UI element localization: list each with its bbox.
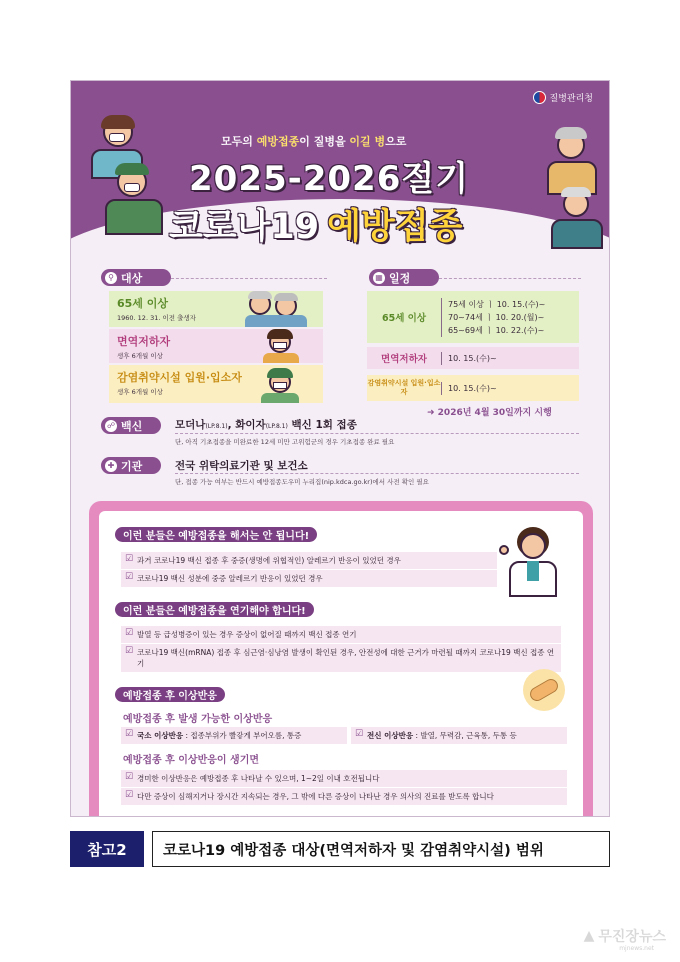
delay-item: ☑ 코로나19 백신(mRNA) 접종 후 심근염·심낭염 발생이 확인된 경우, 안전성에 대한 근거가 마련될 때까지 코로나19 백신 접종 연기 — [121, 644, 561, 672]
vaccine-note: 단, 아직 기초접종을 미완료한 12세 미만 고위험군의 경우 기초접종 완료 필요 — [175, 438, 395, 446]
if-reaction-item: ☑ 다만 증상이 심해지거나 장시간 지속되는 경우, 그 밖에 다른 증상이 나타난 경우 의사의 진료를 받도록 합니다 — [121, 788, 567, 805]
schedule-facility: 감염취약시설 입원·입소자 10. 15.(수)~ — [367, 375, 579, 401]
if-reaction-item: ☑ 경미한 이상반응은 예방접종 후 나타날 수 있으며, 1~2일 이내 호전됩니다 — [121, 770, 567, 787]
title-vaccination: 예방접종 — [327, 207, 463, 247]
vaccine-tag: ☍ 백신 — [101, 417, 161, 434]
no-vaccine-item: ☑ 코로나19 백신 성분에 중증 알레르기 반응이 있었던 경우 — [121, 570, 497, 587]
doctor-illustration — [501, 527, 563, 597]
watermark: ▲ 무진장뉴스 — [583, 928, 666, 945]
taegeuk-icon — [533, 91, 546, 104]
watermark-url: mjnews.net — [619, 945, 654, 952]
shield-icon: ☍ — [106, 421, 116, 430]
poster-title — [169, 199, 462, 249]
delay-item: ☑ 발열 등 급성병증이 있는 경우 증상이 없어질 때까지 백신 접종 연기 — [121, 626, 561, 643]
target-tag: ⚲ 대상 — [101, 269, 171, 286]
no-vaccine-item: ☑ 과거 코로나19 백신 접종 후 중증(생명에 위협적인) 알레르기 반응이 있었던 경우 — [121, 552, 497, 569]
illustration-left — [87, 115, 177, 235]
institution-text: 전국 위탁의료기관 및 보건소 — [175, 460, 308, 472]
bandage-icon — [523, 669, 565, 711]
target-facility: 감염취약시설 입원·입소자 생후 6개월 이상 — [109, 365, 323, 403]
institution-note: 단, 접종 가능 여부는 반드시 예방접종도우미 누리집(nip.kdca.go.kr)에서 사전 확인 필요 — [175, 478, 429, 486]
institution-tag: ✚ 기관 — [101, 457, 161, 474]
possible-reactions-heading: 예방접종 후 발생 가능한 이상반응 — [123, 714, 273, 725]
vaccine-text: 모더나(LP.8.1), 화이자(LP.8.1) 백신 1회 접종 — [175, 419, 357, 431]
reference-title: 코로나19 예방접종 대상(면역저하자 및 감염취약시설) 범위 — [152, 831, 610, 867]
target-immunocompromised: 면역저하자 생후 6개월 이상 — [109, 329, 323, 363]
slogan: 모두의 예방접종이 질병을 이길 병으로 — [221, 135, 407, 148]
pilot-period: ➜ 2026년 4월 30일까지 시행 — [427, 408, 552, 418]
schedule-tag: ▦ 일정 — [369, 269, 439, 286]
agency-name: 질병관리청 — [549, 94, 593, 104]
mountain-icon: ▲ — [583, 928, 595, 944]
elderly-couple-illustration — [245, 291, 307, 327]
target-elderly: 65세 이상 1960. 12. 31. 이전 출생자 — [109, 291, 323, 327]
facility-resident-illustration — [261, 367, 299, 403]
calendar-icon: ▦ — [373, 272, 385, 284]
patient-illustration — [263, 329, 299, 363]
title-covid: 코로나19 — [169, 207, 320, 247]
agency-logo — [533, 91, 593, 104]
vaccination-poster — [70, 80, 610, 817]
if-reactions-heading: 예방접종 후 이상반응이 생기면 — [123, 755, 260, 766]
local-reaction: ☑ 국소 이상반응 : 접종부위가 빨갛게 부어오름, 통증 — [121, 727, 347, 744]
poster-header — [71, 81, 610, 266]
illustration-right — [539, 121, 609, 251]
schedule-immunocompromised: 면역저하자 10. 15.(수)~ — [367, 347, 579, 369]
title-year: 2025-2026절기 — [189, 159, 470, 199]
systemic-reaction: ☑ 전신 이상반응 : 발열, 무력감, 근육통, 두통 등 — [351, 727, 567, 744]
reference-label: 참고2 — [70, 831, 144, 867]
delay-title: 이런 분들은 예방접종을 연기해야 합니다! — [115, 602, 314, 617]
adverse-title: 예방접종 후 이상반응 — [115, 687, 225, 702]
schedule-elderly: 65세 이상 75세 이상 ㅣ 10. 15.(수)~ 70~74세 ㅣ 10. 20.(월)~ 65~69세 ㅣ 10. 22.(수)~ — [367, 291, 579, 343]
magnifier-icon: ⚲ — [105, 272, 117, 284]
clinic-icon: ✚ — [105, 460, 117, 472]
no-vaccine-title: 이런 분들은 예방접종을 해서는 안 됩니다! — [115, 527, 317, 542]
